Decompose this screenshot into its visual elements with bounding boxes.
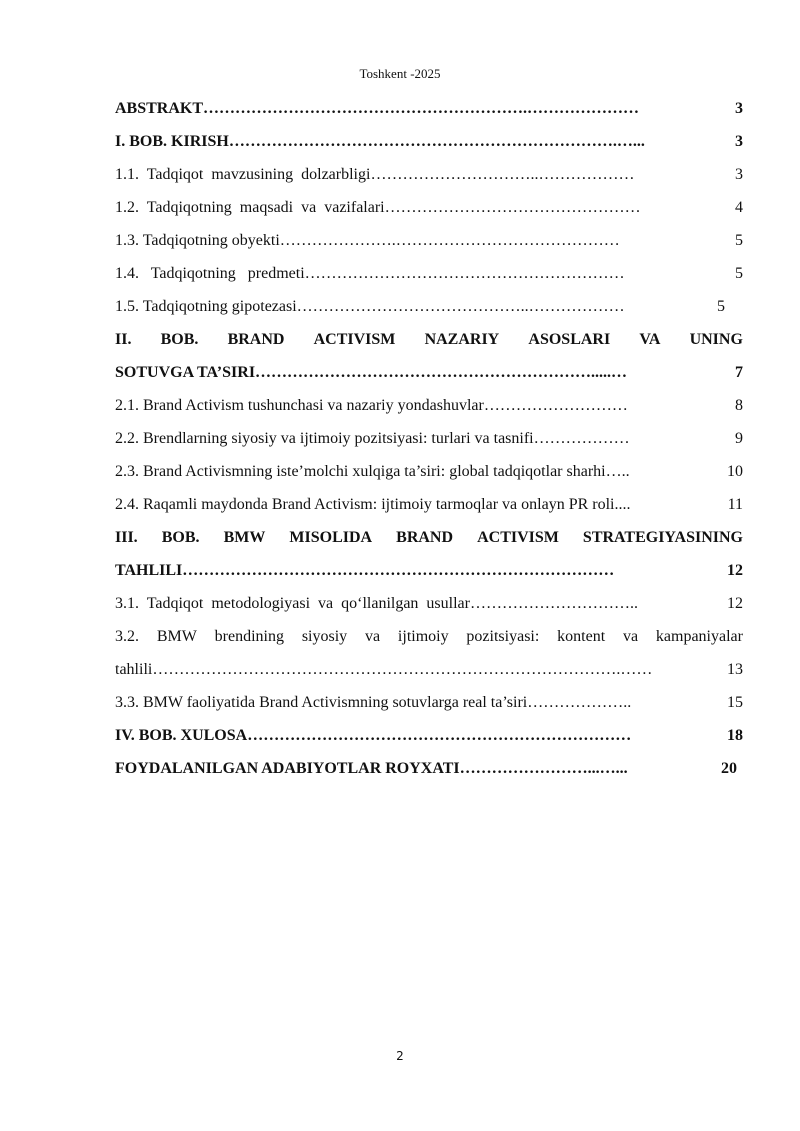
toc-word: brendining bbox=[214, 628, 284, 645]
toc-page-number: 9 bbox=[735, 430, 743, 447]
toc-leader-dots: ……………………………………………………………………… bbox=[182, 562, 615, 579]
toc-entry-label: 1.2. Tadqiqotning maqsadi va vazifalari bbox=[115, 199, 385, 216]
toc-entry-label-line2 bbox=[115, 356, 743, 389]
toc-entry-label: TAHLILI bbox=[115, 562, 183, 579]
table-of-contents bbox=[115, 92, 743, 785]
toc-entry-label: ABSTRAKT bbox=[115, 100, 204, 117]
toc-word: UNING bbox=[689, 331, 743, 348]
toc-word: BMW bbox=[156, 628, 197, 645]
toc-entry-label: 2.4. Raqamli maydonda Brand Activism: ijtimoiy tarmoqlar va onlayn PR roli bbox=[115, 496, 615, 513]
toc-leader-dots: ……………………… bbox=[483, 397, 628, 414]
toc-page-number: 12 bbox=[727, 595, 743, 612]
toc-entry-chapter-4[interactable] bbox=[115, 719, 743, 752]
toc-leader-dots: ……………….. bbox=[527, 694, 632, 711]
toc-page-number: 18 bbox=[727, 727, 743, 744]
toc-entry-label: SOTUVGA TA’SIRI bbox=[115, 364, 256, 381]
toc-word: BOB. bbox=[161, 529, 200, 546]
toc-leader-dots: ……………………………………………………………… bbox=[247, 727, 632, 744]
toc-leader-dots: …………………………………………………………………………….…… bbox=[152, 661, 653, 678]
toc-page-number: 10 bbox=[727, 463, 743, 480]
toc-entry-label: IV. BOB. XULOSA bbox=[115, 727, 248, 744]
toc-entry-label: 1.1. Tadqiqot mavzusining dolzarbligi bbox=[115, 166, 371, 183]
toc-entry-chapter-3[interactable] bbox=[115, 521, 743, 587]
toc-leader-dots: …………………………………………………… bbox=[304, 265, 625, 282]
toc-word: BRAND bbox=[396, 529, 454, 546]
toc-leader-dots: .... bbox=[614, 496, 631, 513]
toc-leader-dots: ……………… bbox=[533, 430, 630, 447]
toc-entry-label-line2 bbox=[115, 554, 743, 587]
toc-leader-dots: ………………………………………… bbox=[384, 199, 641, 216]
toc-page-number: 15 bbox=[727, 694, 743, 711]
toc-page-number: 5 bbox=[735, 232, 743, 249]
toc-entry-label: 1.4. Tadqiqotning predmeti bbox=[115, 265, 305, 282]
toc-word: II. bbox=[115, 331, 132, 348]
toc-entry-chapter-1[interactable] bbox=[115, 125, 743, 158]
toc-entry-label-line1 bbox=[115, 620, 743, 653]
toc-leader-dots: ……………………………………..……………… bbox=[296, 298, 625, 315]
toc-entry-2-4[interactable] bbox=[115, 488, 743, 521]
toc-word: BMW bbox=[223, 529, 266, 546]
toc-entry-references[interactable] bbox=[115, 752, 737, 785]
toc-entry-1-1[interactable] bbox=[115, 158, 743, 191]
toc-word: ACTIVISM bbox=[477, 529, 559, 546]
toc-word: III. bbox=[115, 529, 138, 546]
toc-entry-label-line2 bbox=[115, 653, 743, 686]
toc-word: pozitsiyasi: bbox=[466, 628, 540, 645]
toc-page-number: 4 bbox=[735, 199, 743, 216]
toc-page-number: 20 bbox=[721, 760, 737, 777]
toc-entry-label: 2.1. Brand Activism tushunchasi va nazariy yondashuvlar bbox=[115, 397, 484, 414]
toc-page-number: 3 bbox=[735, 133, 743, 150]
toc-entry-label: FOYDALANILGAN ADABIYOTLAR ROYXATI bbox=[115, 760, 460, 777]
toc-leader-dots: ……………………………………………………….....… bbox=[255, 364, 628, 381]
toc-page-number: 11 bbox=[727, 496, 743, 513]
toc-page-number: 3 bbox=[735, 100, 743, 117]
toc-page-number: 12 bbox=[727, 562, 743, 579]
toc-entry-label: I. BOB. KIRISH bbox=[115, 133, 229, 150]
toc-entry-label-line1 bbox=[115, 323, 743, 356]
toc-leader-dots: …………………………………………………….………………… bbox=[203, 100, 640, 117]
toc-page-number: 5 bbox=[735, 265, 743, 282]
toc-page-number: 13 bbox=[727, 661, 743, 678]
toc-entry-2-1[interactable] bbox=[115, 389, 743, 422]
toc-leader-dots: ….. bbox=[605, 463, 630, 480]
page-number: 2 bbox=[396, 1049, 404, 1063]
toc-leader-dots: ………………….…………………………………… bbox=[279, 232, 620, 249]
toc-word: STRATEGIYASINING bbox=[582, 529, 743, 546]
toc-word: BOB. bbox=[160, 331, 199, 348]
toc-entry-1-4[interactable] bbox=[115, 257, 743, 290]
toc-leader-dots: ………………………….. bbox=[469, 595, 638, 612]
toc-word: BRAND bbox=[227, 331, 285, 348]
toc-leader-dots: …………………………..……………… bbox=[370, 166, 635, 183]
toc-entry-1-2[interactable] bbox=[115, 191, 743, 224]
toc-entry-label: 3.1. Tadqiqot metodologiyasi va qo‘llanilgan usullar bbox=[115, 595, 470, 612]
toc-page-number: 8 bbox=[735, 397, 743, 414]
toc-entry-2-3[interactable] bbox=[115, 455, 743, 488]
toc-word: VA bbox=[639, 331, 661, 348]
toc-word: 3.2. bbox=[115, 628, 139, 645]
toc-entry-abstrakt[interactable] bbox=[115, 92, 743, 125]
toc-word: ACTIVISM bbox=[313, 331, 396, 348]
toc-word: va bbox=[622, 628, 639, 645]
toc-entry-label: 2.3. Brand Activismning iste’molchi xulqiga ta’siri: global tadqiqotlar sharhi bbox=[115, 463, 606, 480]
toc-entry-3-1[interactable] bbox=[115, 587, 743, 620]
toc-entry-1-3[interactable] bbox=[115, 224, 743, 257]
toc-word: siyosiy bbox=[301, 628, 348, 645]
toc-entry-label: 3.3. BMW faoliyatida Brand Activismning sotuvlarga real ta’siri bbox=[115, 694, 528, 711]
toc-entry-label: tahlili bbox=[115, 661, 153, 678]
toc-entry-3-3[interactable] bbox=[115, 686, 743, 719]
toc-entry-label: 1.5. Tadqiqotning gipotezasi bbox=[115, 298, 297, 315]
toc-entry-label-line1 bbox=[115, 521, 743, 554]
toc-word: NAZARIY bbox=[424, 331, 500, 348]
toc-page-number: 7 bbox=[735, 364, 743, 381]
toc-entry-label: 2.2. Brendlarning siyosiy va ijtimoiy pozitsiyasi: turlari va tasnifi bbox=[115, 430, 534, 447]
toc-entry-chapter-2[interactable] bbox=[115, 323, 743, 389]
toc-page-number: 3 bbox=[735, 166, 743, 183]
toc-entry-label: 1.3. Tadqiqotning obyekti bbox=[115, 232, 280, 249]
toc-word: MISOLIDA bbox=[289, 529, 373, 546]
toc-entry-3-2[interactable] bbox=[115, 620, 743, 686]
toc-page-number: 5 bbox=[717, 298, 725, 315]
toc-word: ASOSLARI bbox=[528, 331, 611, 348]
toc-entry-2-2[interactable] bbox=[115, 422, 743, 455]
toc-word: va bbox=[364, 628, 381, 645]
toc-entry-1-5[interactable] bbox=[115, 290, 725, 323]
toc-word: kontent bbox=[557, 628, 606, 645]
toc-word: kampaniyalar bbox=[655, 628, 743, 645]
toc-word: ijtimoiy bbox=[397, 628, 449, 645]
toc-leader-dots: ……………………………………………………………….…... bbox=[228, 133, 645, 150]
header-city-year: Toshkent -2025 bbox=[359, 66, 441, 81]
toc-leader-dots: ……………………...…... bbox=[459, 760, 628, 777]
